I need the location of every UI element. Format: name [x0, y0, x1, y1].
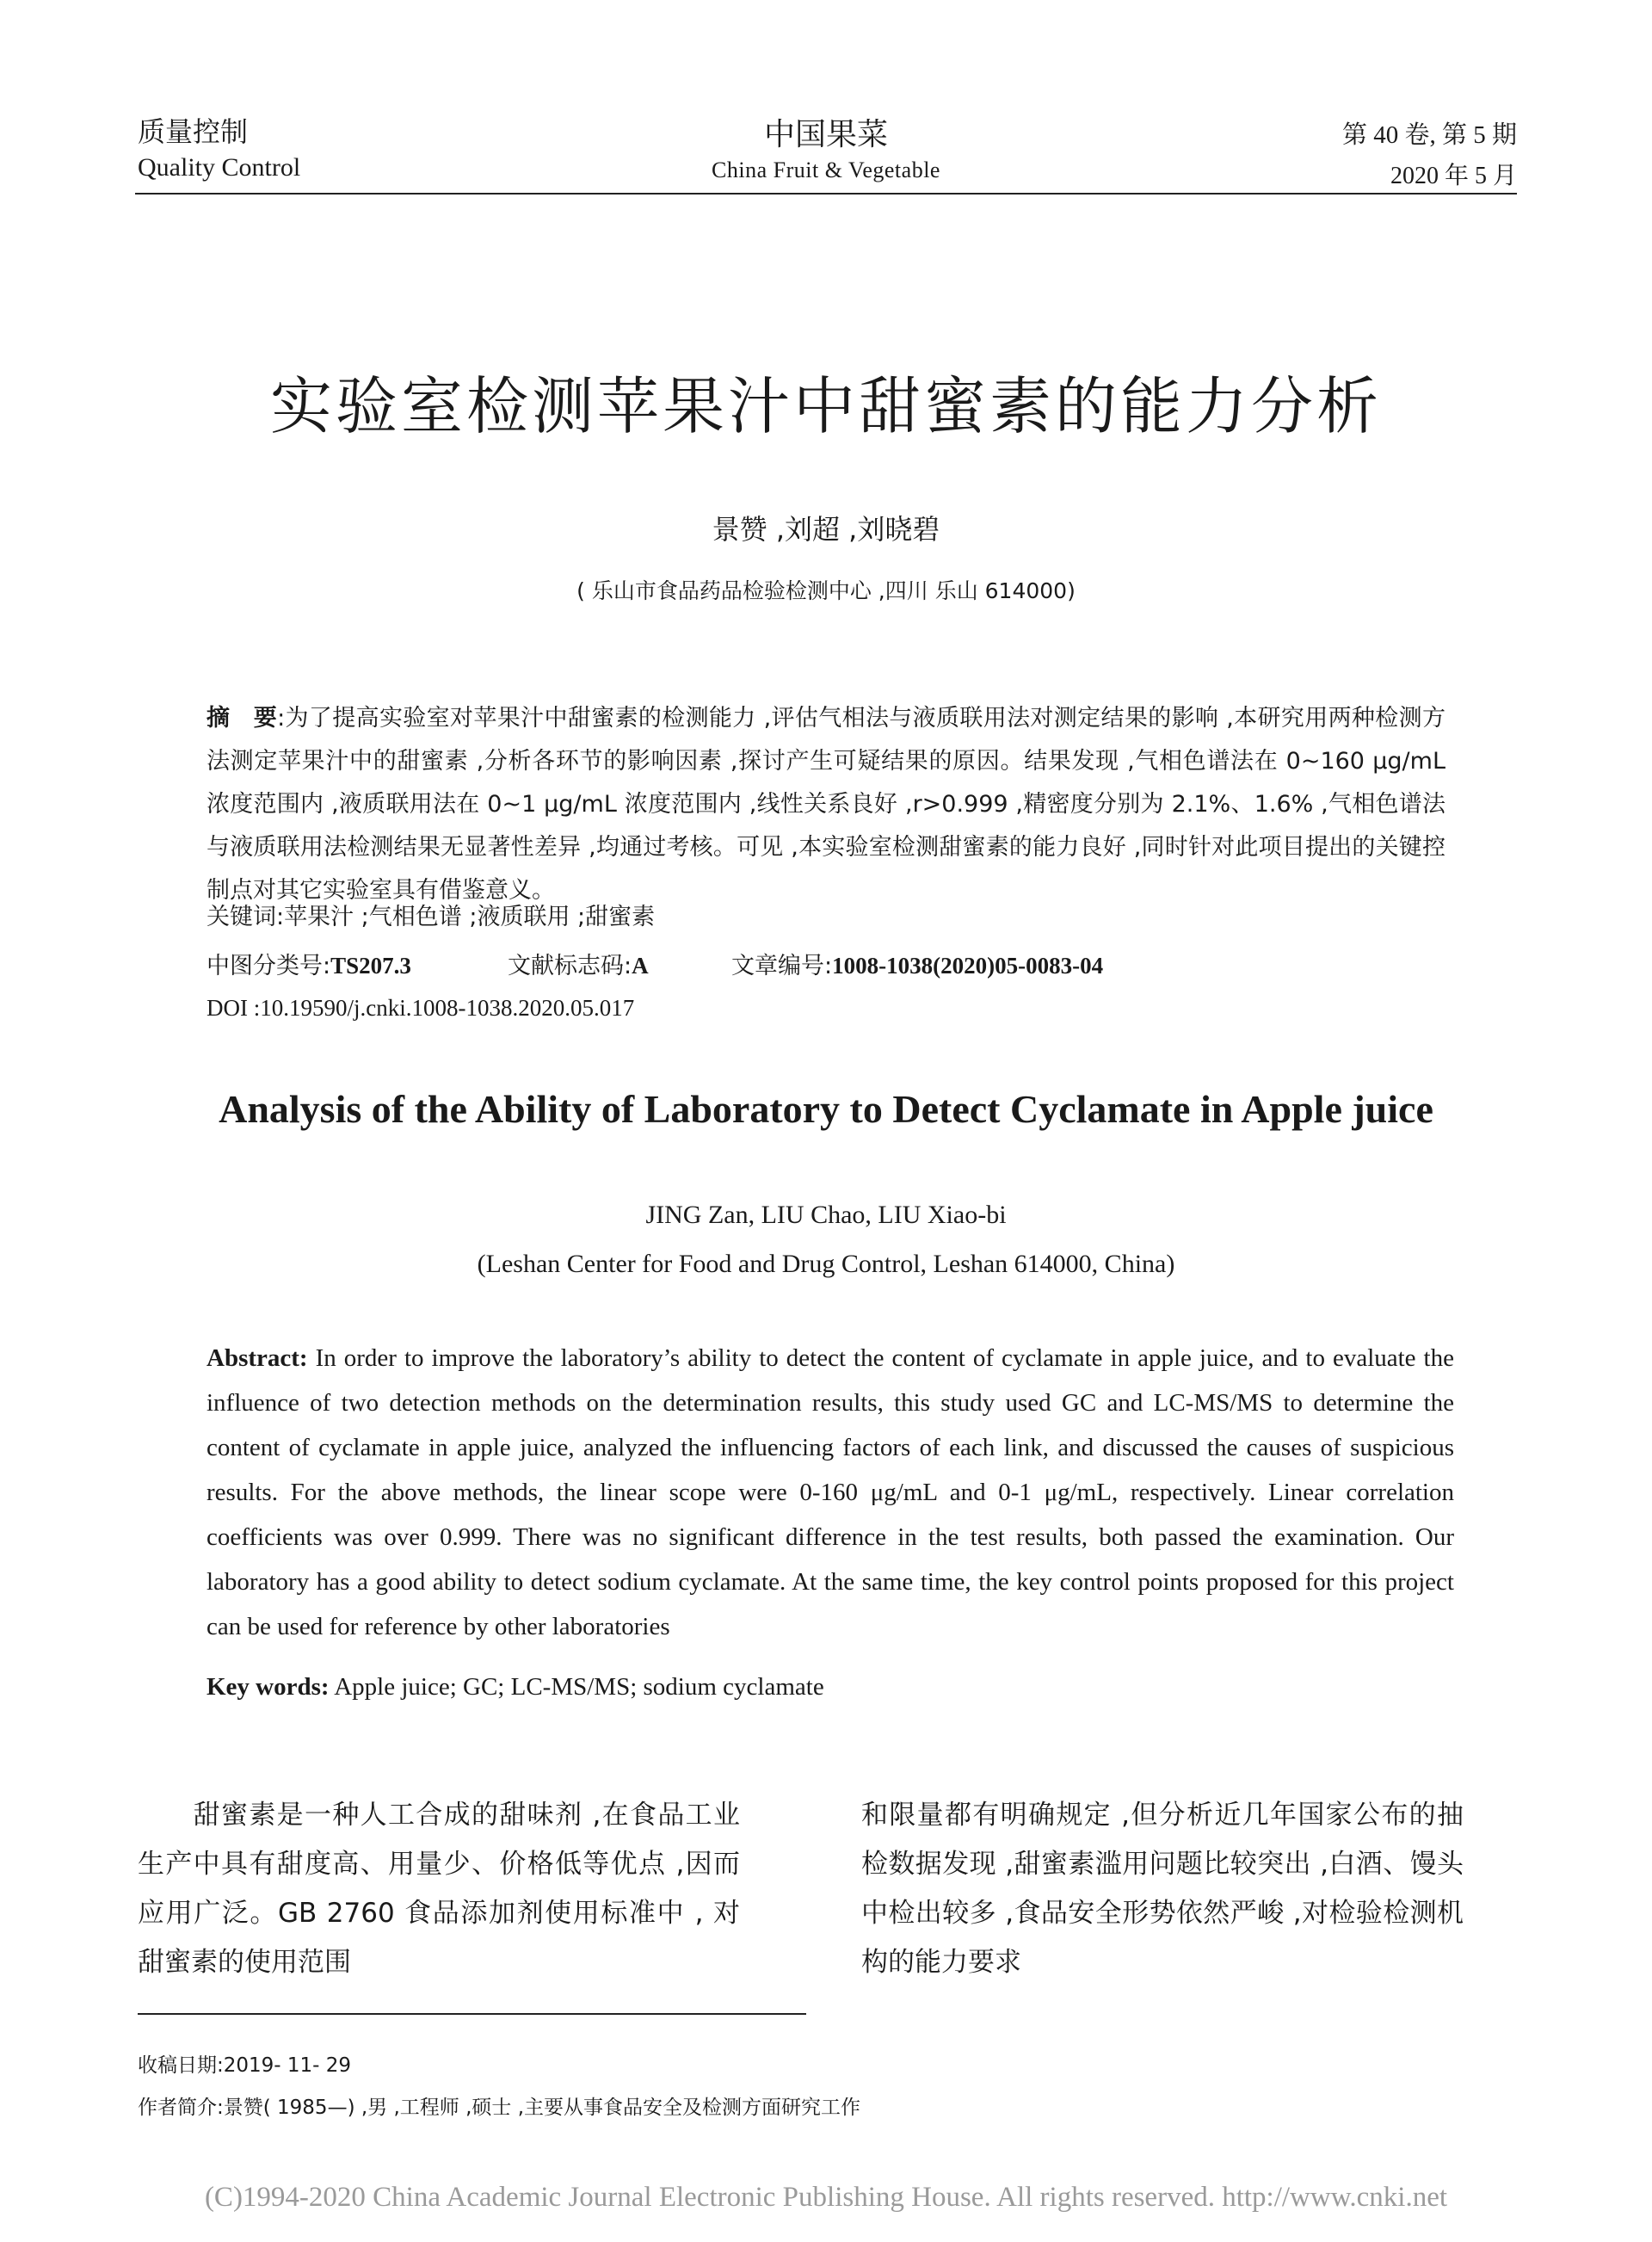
clc-field: 中图分类号:TS207.3 [206, 947, 508, 980]
journal-name-cn: 中国果菜 [763, 117, 888, 152]
article-no-field: 文章编号:1008-1038(2020)05-0083-04 [731, 947, 1103, 980]
abstract-cn [206, 697, 1446, 912]
author-bio: 作者简介:景赞( 1985—) ,男 ,工程师 ,硕士 ,主要从事食品安全及检测方面研究工作 [138, 2097, 861, 2119]
abstract-cn-label: 摘 要 [206, 705, 278, 732]
abstract-en [206, 1336, 1454, 1649]
paper-title-cn: 实验室检测苹果汁中甜蜜素的能力分析 [269, 370, 1382, 442]
clc-label: 中图分类号 [206, 953, 323, 979]
article-no-value: 1008-1038(2020)05-0083-04 [832, 953, 1104, 979]
keywords-en-label: Key words: [206, 1673, 330, 1701]
doc-code-label: 文献标志码 [508, 953, 624, 979]
copyright-watermark: (C)1994-2020 China Academic Journal Electronic Publishing House. All rights reserved. http://www.cnki.net [204, 2182, 1448, 2213]
keywords-en [206, 1673, 1446, 1702]
keywords-en-text: Apple juice; GC; LC-MS/MS; sodium cyclamate [329, 1673, 824, 1701]
abstract-en-text: In order to improve the laboratory’s ability to detect the content of cyclamate in apple juice, and to evaluate the influence of two detection methods on the determination results, this study used GC and LC-MS/MS to determine the content of cyclamate in apple juice, analyzed the influencing factors of each link, and discussed the causes of suspicious results. For the above methods, the linear scope were 0-160 μg/mL and 0-1 μg/mL, respectively. Linear correlation coefficients was over 0.999. There was no significant difference in the test results, both passed the examination. Our laboratory has a good ability to detect sodium cyclamate. At the same time, the key control points proposed for this project can be used for reference by other laboratories [206, 1344, 1454, 1640]
clc-value: TS207.3 [330, 953, 411, 979]
keywords-cn-label: 关键词 [206, 904, 276, 930]
doc-code-field: 文献标志码:A [508, 947, 731, 980]
keywords-cn [206, 898, 1446, 931]
body-column-right: 和限量都有明确规定 ,但分析近几年国家公布的抽检数据发现 ,甜蜜素滥用问题比较突出 ,白酒、馒头中检出较多 ,食品安全形势依然严峻 ,对检验检测机构的能力要求 [861, 1800, 1464, 1978]
affiliation-en: (Leshan Center for Food and Drug Control, Leshan 614000, China) [477, 1250, 1175, 1278]
body-column-left: 甜蜜素是一种人工合成的甜味剂 ,在食品工业生产中具有甜度高、用量少、价格低等优点 ,因而应用广泛。GB 2760 食品添加剂使用标准中 , 对甜蜜素的使用范围 [138, 1800, 740, 1978]
footnote-divider [138, 2013, 806, 2015]
section-label-en: Quality Control [138, 153, 301, 182]
keywords-cn-text: :苹果汁 ;气相色谱 ;液质联用 ;甜蜜素 [276, 904, 656, 930]
article-no-label: 文章编号 [731, 953, 824, 979]
header-divider [135, 193, 1517, 195]
abstract-en-label: Abstract: [206, 1344, 308, 1372]
paper-title-en: Analysis of the Ability of Laboratory to Detect Cyclamate in Apple juice [219, 1087, 1433, 1131]
journal-volume: 第 40 卷, 第 5 期 [1341, 121, 1517, 149]
authors-en: JING Zan, LIU Chao, LIU Xiao-bi [645, 1201, 1007, 1229]
doc-code-value: A [632, 953, 649, 979]
classification-line [206, 947, 1446, 980]
section-label-cn: 质量控制 [138, 115, 249, 148]
authors-cn: 景赞 ,刘超 ,刘晓碧 [712, 513, 940, 546]
journal-name-en: China Fruit & Vegetable [712, 157, 940, 182]
affiliation-cn: ( 乐山市食品药品检验检测中心 ,四川 乐山 614000) [576, 578, 1076, 603]
abstract-cn-text: :为了提高实验室对苹果汁中甜蜜素的检测能力 ,评估气相法与液质联用法对测定结果的影响 ,本研究用两种检测方法测定苹果汁中的甜蜜素 ,分析各环节的影响因素 ,探讨产生可疑结果的原因。结果发现 ,气相色谱法在 0~160 μg/mL 浓度范围内 ,液质联用法在 0~1 μg/mL 浓度范围内 ,线性关系良好 ,r>0.999 ,精密度分别为 2.1%、1.6% ,气相色谱法与液质联用法检测结果无显著性差异 ,均通过考核。可见 ,本实验室检测甜蜜素的能力良好 ,同时针对此项目提出的关键控制点对其它实验室具有借鉴意义。 [206, 705, 1446, 904]
doi: DOI :10.19590/j.cnki.1008-1038.2020.05.017 [206, 995, 635, 1021]
received-date: 收稿日期:2019- 11- 29 [138, 2054, 352, 2077]
journal-date: 2020 年 5 月 [1390, 163, 1517, 189]
